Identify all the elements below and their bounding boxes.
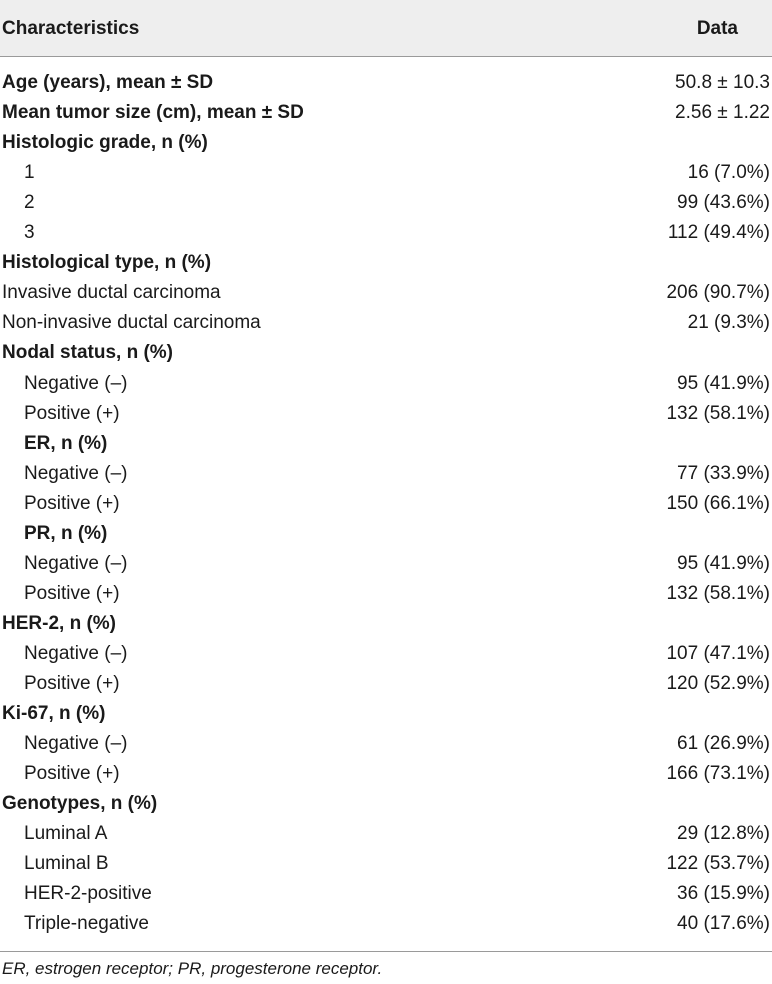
table-row <box>0 188 772 218</box>
row-label: Negative (–) <box>24 642 128 664</box>
row-label: 1 <box>24 162 35 184</box>
row-value: 40 (17.6%) <box>677 913 770 935</box>
row-label: Triple-negative <box>24 913 149 935</box>
table-row <box>0 489 772 519</box>
table-row <box>0 879 772 909</box>
row-value: 122 (53.7%) <box>666 853 770 875</box>
table-row <box>0 609 772 639</box>
row-value: 16 (7.0%) <box>687 162 770 184</box>
row-value: 21 (9.3%) <box>687 312 770 334</box>
row-label: Positive (+) <box>24 492 120 514</box>
table-row <box>0 128 772 158</box>
table-row <box>0 789 772 819</box>
table-row <box>0 849 772 879</box>
table-row <box>0 579 772 609</box>
row-label: HER-2-positive <box>24 883 152 905</box>
table-row <box>0 759 772 789</box>
row-value: 166 (73.1%) <box>666 763 770 785</box>
table-row <box>0 399 772 429</box>
table-row <box>0 158 772 188</box>
table-row <box>0 429 772 459</box>
table-row <box>0 459 772 489</box>
row-value: 29 (12.8%) <box>677 823 770 845</box>
header-rule <box>0 56 772 57</box>
row-value: 120 (52.9%) <box>666 673 770 694</box>
row-value: 107 (47.1%) <box>666 642 770 664</box>
table-row <box>0 669 772 699</box>
table-row <box>0 369 772 399</box>
table-row <box>0 218 772 248</box>
row-heading: Ki-67, n (%) <box>2 703 106 725</box>
table-row <box>0 248 772 278</box>
row-label: Positive (+) <box>24 673 120 694</box>
row-heading: Histological type, n (%) <box>2 252 212 274</box>
table-header <box>0 0 772 56</box>
row-label: Invasive ductal carcinoma <box>2 282 221 304</box>
row-label: Negative (–) <box>24 733 128 755</box>
table-row <box>0 909 772 939</box>
row-value: 95 (41.9%) <box>677 552 770 574</box>
row-heading: ER, n (%) <box>24 432 108 454</box>
row-value: 36 (15.9%) <box>677 883 770 905</box>
row-heading: Age (years), mean ± SD <box>2 72 214 93</box>
table-row <box>0 549 772 579</box>
table-row <box>0 699 772 729</box>
row-value: 50.8 ± 10.3 <box>675 72 770 93</box>
table-row <box>0 278 772 308</box>
row-label: Positive (+) <box>24 582 120 604</box>
header-data: Data <box>696 18 738 39</box>
table-row <box>0 98 772 128</box>
row-heading: PR, n (%) <box>24 522 108 544</box>
table-row <box>0 519 772 549</box>
row-heading: Histologic grade, n (%) <box>2 132 208 154</box>
row-value: 206 (90.7%) <box>666 282 770 304</box>
row-heading: Nodal status, n (%) <box>2 342 174 364</box>
row-label: Positive (+) <box>24 402 120 424</box>
row-label: 3 <box>24 222 35 244</box>
row-label: Negative (–) <box>24 372 128 394</box>
row-label: Luminal B <box>24 853 109 875</box>
table-row <box>0 729 772 759</box>
row-value: 77 (33.9%) <box>677 462 770 484</box>
row-heading: Mean tumor size (cm), mean ± SD <box>2 102 304 124</box>
row-label: Negative (–) <box>24 462 128 484</box>
table-row <box>0 68 772 98</box>
table-footnote: ER, estrogen receptor; PR, progesterone receptor. <box>2 959 383 978</box>
table-row <box>0 338 772 368</box>
row-value: 132 (58.1%) <box>666 402 770 424</box>
row-label: Non-invasive ductal carcinoma <box>2 312 261 334</box>
table-row <box>0 308 772 338</box>
row-value: 99 (43.6%) <box>677 192 770 214</box>
row-heading: HER-2, n (%) <box>2 612 116 634</box>
row-value: 112 (49.4%) <box>667 222 770 244</box>
row-heading: Genotypes, n (%) <box>2 793 158 815</box>
header-characteristics: Characteristics <box>2 18 140 39</box>
row-label: 2 <box>24 192 35 214</box>
row-label: Positive (+) <box>24 763 120 785</box>
row-label: Luminal A <box>24 823 108 845</box>
row-label: Negative (–) <box>24 552 128 574</box>
bottom-rule <box>0 951 772 952</box>
row-value: 150 (66.1%) <box>666 492 770 514</box>
table-row <box>0 819 772 849</box>
table-row <box>0 639 772 669</box>
row-value: 95 (41.9%) <box>677 372 770 394</box>
row-value: 2.56 ± 1.22 <box>675 102 770 124</box>
row-value: 132 (58.1%) <box>666 582 770 604</box>
row-value: 61 (26.9%) <box>677 733 770 755</box>
